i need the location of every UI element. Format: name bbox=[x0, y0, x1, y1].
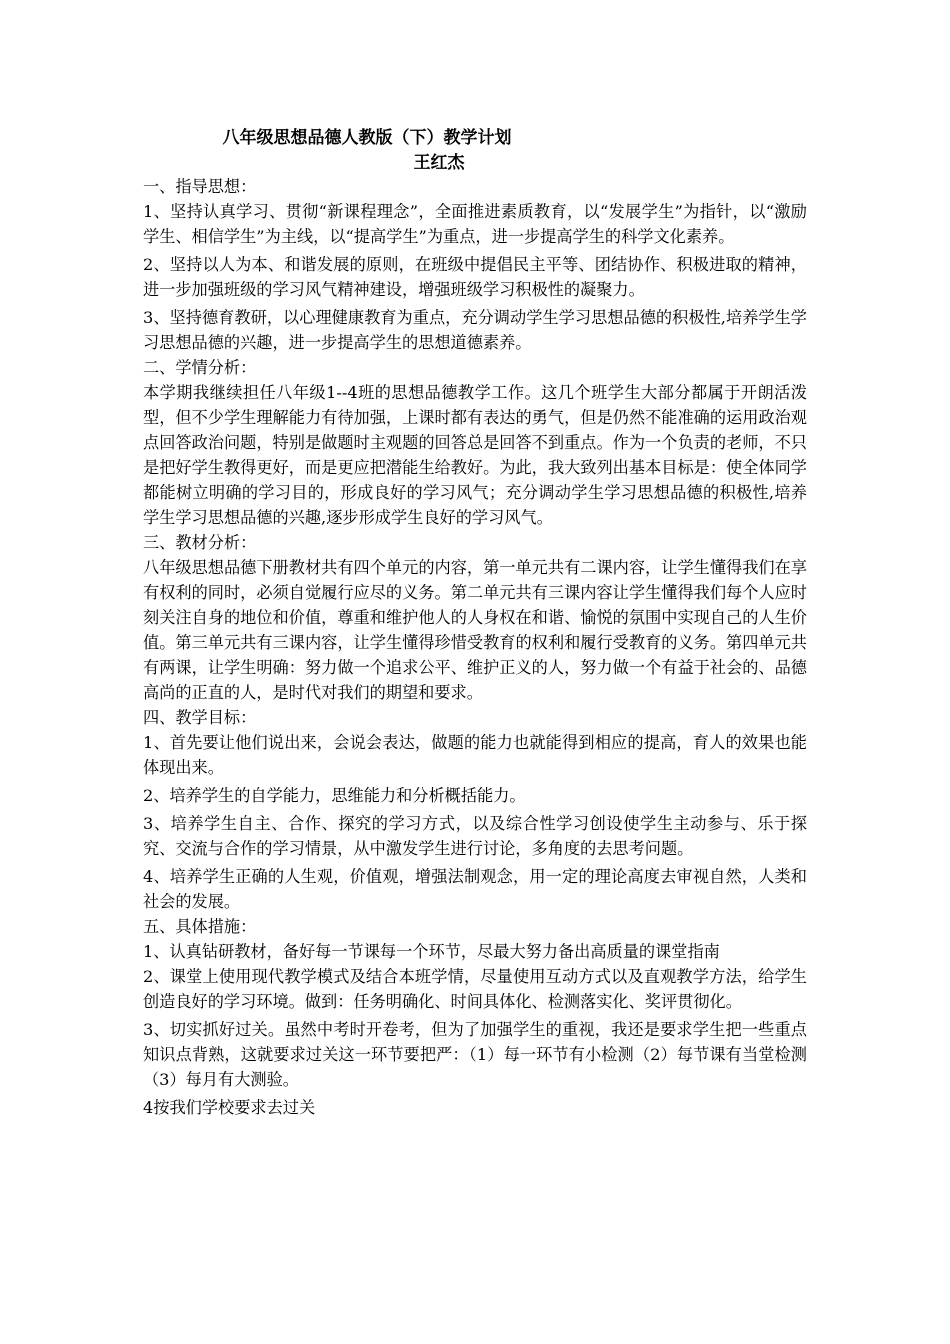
paragraph: 1、认真钻研教材，备好每一节课每一个环节，尽最大努力备出高质量的课堂指南 bbox=[143, 942, 720, 961]
document-title: 八年级思想品德人教版（下）教学计划 bbox=[222, 128, 512, 148]
section-heading-guiding-ideology: 一、指导思想： bbox=[143, 177, 257, 196]
paragraph: 3、培养学生自主、合作、探究的学习方式，以及综合性学习创设使学生主动参与、乐于探究、交流与合作的学习情景，从中激发学生进行讨论，多角度的去思考问题。 bbox=[143, 814, 807, 858]
paragraph: 4、培养学生正确的人生观，价值观，增强法制观念，用一定的理论高度去审视自然，人类和社会的发展。 bbox=[143, 867, 807, 911]
paragraph: 2、坚持以人为本、和谐发展的原则，在班级中提倡民主平等、团结协作、积极进取的精神，进一步加强班级的学习风气精神建设，增强班级学习积极性的凝聚力。 bbox=[143, 255, 807, 299]
paragraph: 1、坚持认真学习、贯彻“新课程理念”，全面推进素质教育，以“发展学生”为指针，以“激励学生、相信学生”为主线，以“提高学生”为重点，进一步提高学生的科学文化素养。 bbox=[143, 202, 807, 246]
paragraph: 3、切实抓好过关。虽然中考时开卷考，但为了加强学生的重视，我还是要求学生把一些重点知识点背熟，这就要求过关这一环节要把严：（1）每一环节有小检测（2）每节课有当堂检测 （3）每月有大测验。 bbox=[143, 1020, 807, 1089]
section-heading-student-analysis: 二、学情分析： bbox=[143, 358, 257, 377]
paragraph: 3、坚持德育教研，以心理健康教育为重点，充分调动学生学习思想品德的积极性,培养学生学习思想品德的兴趣，进一步提高学生的思想道德素养。 bbox=[143, 308, 807, 352]
paragraph: 4按我们学校要求去过关 bbox=[143, 1098, 316, 1117]
paragraph: 1、首先要让他们说出来，会说会表达，做题的能力也就能得到相应的提高，育人的效果也能体现出来。 bbox=[143, 733, 807, 777]
document-body bbox=[143, 174, 807, 1120]
paragraph: 2、课堂上使用现代教学模式及结合本班学情，尽量使用互动方式以及直观教学方法，给学生创造良好的学习环境。做到：任务明确化、时间具体化、检测落实化、奖评贯彻化。 bbox=[143, 967, 807, 1011]
section-heading-teaching-goals: 四、教学目标： bbox=[143, 708, 257, 727]
paragraph: 八年级思想品德下册教材共有四个单元的内容，第一单元共有二课内容，让学生懂得我们在享有权利的同时，必须自觉履行应尽的义务。第二单元共有三课内容让学生懂得我们每个人应时刻关注自身的地位和价值，尊重和维护他人的人身权在和谐、愉悦的氛围中实现自己的人生价值。第三单元共有三课内容，让学生懂得珍惜受教育的权利和履行受教育的义务。第四单元共有两课，让学生明确：努力做一个追求公平、维护正义的人，努力做一个有益于社会的、品德高尚的正直的人，是时代对我们的期望和要求。 bbox=[143, 558, 807, 702]
paragraph: 2、培养学生的自学能力，思维能力和分析概括能力。 bbox=[143, 786, 526, 805]
document-author: 王红杰 bbox=[413, 153, 465, 173]
section-heading-textbook-analysis: 三、教材分析： bbox=[143, 533, 257, 552]
paragraph: 本学期我继续担任八年级1--4班的思想品德教学工作。这几个班学生大部分都属于开朗活泼型，但不少学生理解能力有待加强，上课时都有表达的勇气，但是仍然不能准确的运用政治观点回答政治问题，特别是做题时主观题的回答总是回答不到重点。作为一个负责的老师，不只是把好学生教得更好，而是更应把潜能生给教好。为此，我大致列出基本目标是：使全体同学都能树立明确的学习目的，形成良好的学习风气；充分调动学生学习思想品德的积极性,培养学生学习思想品德的兴趣,逐步形成学生良好的学习风气。 bbox=[143, 383, 807, 527]
section-heading-measures: 五、具体措施： bbox=[143, 917, 257, 936]
